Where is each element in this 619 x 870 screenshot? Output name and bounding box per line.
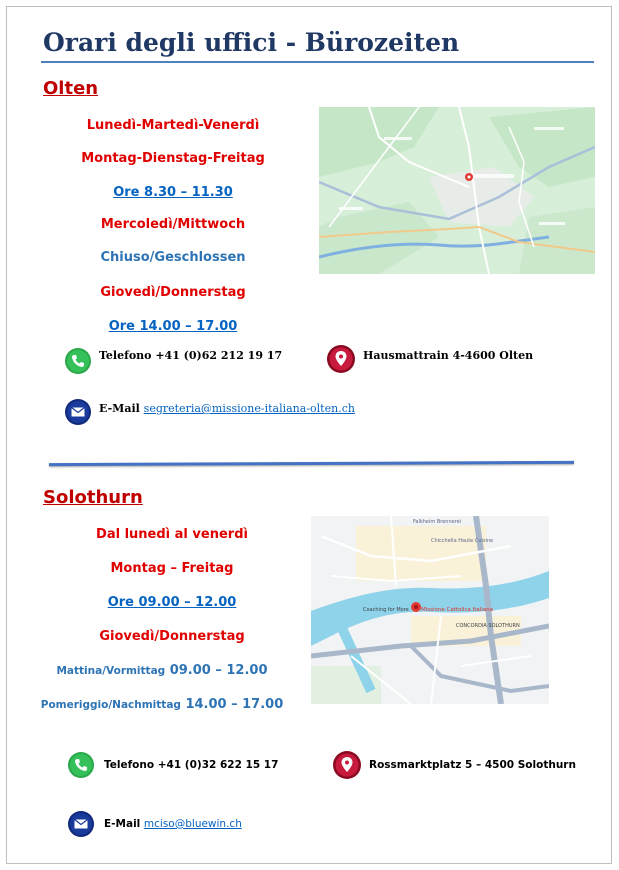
map-label-chicchella: Chicchella Haute Cuisine (431, 538, 494, 544)
solothurn-line-days-it: Dal lunedì al venerdì (96, 527, 248, 542)
solothurn-line-morning-hours: Ore 09.00 – 12.00 (107, 595, 237, 610)
solothurn-phone: Telefono +41 (0)32 622 15 17 (104, 759, 279, 771)
olten-email-line (99, 402, 355, 415)
page-title: Orari degli uffici - Bürozeiten (43, 28, 460, 57)
phone-icon (65, 348, 91, 374)
map-label-concordia: CONCORDIA SOLOTHURN (456, 623, 520, 629)
title-underline (41, 61, 594, 63)
phone-icon (68, 752, 94, 778)
olten-email-label: E-Mail (99, 402, 140, 415)
olten-line-days-it: Lunedì-Martedì-Venerdì (86, 118, 260, 133)
olten-line-days-de: Montag-Dienstag-Freitag (81, 151, 265, 166)
solothurn-morning-time: 09.00 – 12.00 (169, 663, 268, 678)
location-pin-icon (327, 345, 355, 373)
olten-line-closed: Chiuso/Geschlossen (100, 250, 246, 265)
map-label-falkheim: Falkheim Brennerei (413, 519, 462, 526)
olten-email-link[interactable]: segreteria@missione-italiana-olten.ch (143, 402, 355, 415)
olten-map[interactable] (319, 107, 595, 274)
solothurn-afternoon-label: Pomeriggio/Nachmittag (40, 699, 181, 711)
mail-icon (68, 811, 94, 837)
solothurn-email-label: E-Mail (104, 818, 141, 830)
olten-phone: Telefono +41 (0)62 212 19 17 (99, 349, 283, 362)
location-pin-icon (333, 751, 361, 779)
solothurn-map-graphic (311, 516, 549, 704)
solothurn-email-line (104, 818, 242, 830)
solothurn-afternoon-line (41, 697, 284, 712)
solothurn-morning-label: Mattina/Vormittag (56, 665, 166, 677)
olten-line-wednesday: Mercoledì/Mittwoch (100, 217, 246, 232)
solothurn-email-link[interactable]: mciso@bluewin.ch (143, 818, 242, 830)
mail-icon (65, 399, 91, 425)
solothurn-heading: Solothurn (43, 487, 143, 508)
olten-map-graphic (319, 107, 595, 274)
solothurn-map[interactable] (311, 516, 549, 704)
olten-line-morning-hours: Ore 8.30 – 11.30 (113, 185, 233, 200)
map-label-missione: Missione Cattolica Italiana (421, 607, 494, 613)
solothurn-morning-line (56, 663, 267, 678)
olten-address: Hausmattrain 4-4600 Olten (363, 349, 534, 362)
olten-line-thursday: Giovedì/Donnerstag (100, 285, 246, 300)
solothurn-address: Rossmarktplatz 5 – 4500 Solothurn (369, 759, 576, 771)
solothurn-line-thursday: Giovedì/Donnerstag (99, 629, 245, 644)
solothurn-afternoon-time: 14.00 – 17.00 (185, 697, 284, 712)
olten-heading: Olten (43, 78, 99, 99)
solothurn-line-days-de: Montag – Freitag (110, 561, 234, 576)
olten-line-afternoon-hours: Ore 14.00 – 17.00 (108, 319, 238, 334)
map-label-coaching: Coaching for More (363, 607, 409, 613)
